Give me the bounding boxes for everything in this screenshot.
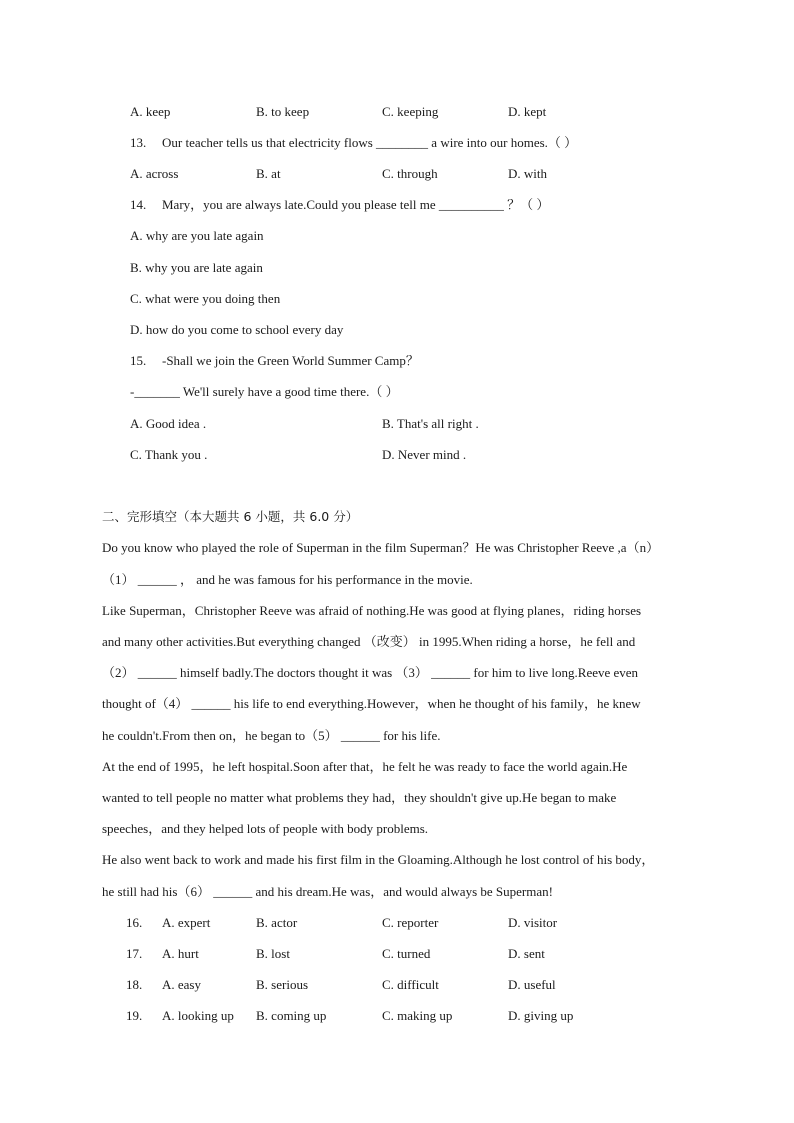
q14-option-d: D. how do you come to school every day [130,322,344,337]
q19-number: 19. [126,1008,143,1023]
passage-line: he couldn't.From then on，he began to（5） ______ for his life. [102,728,441,743]
q15-option-b: B. That's all right . [382,416,479,431]
q15-reply: -_______ We'll surely have a good time there.（ ） [130,384,399,399]
q16-number: 16. [126,915,143,930]
q15-option-a: A. Good idea . [130,416,207,431]
q15-option-d: D. Never mind . [382,447,467,462]
q14-option-b: B. why you are late again [130,260,263,275]
passage-line: and many other activities.But everything changed （改变） in 1995.When riding a horse，he fell and [102,634,636,649]
q17-option-a: A. hurt [162,946,199,961]
q13-option-b: B. at [256,166,281,181]
passage-line: （2） ______ himself badly.The doctors thought it was （3） ______ for him to live long.Reeve even [102,665,639,680]
q18-option-c: C. difficult [382,977,439,992]
q13-stem: Our teacher tells us that electricity flows ________ a wire into our homes.（ ） [162,135,578,150]
passage-line: wanted to tell people no matter what problems they had，they shouldn't give up.He began to make [102,790,617,805]
q13-option-c: C. through [382,166,438,181]
q14-option-a: A. why are you late again [130,228,264,243]
q12-option-c: C. keeping [382,104,439,119]
q15-stem: -Shall we join the Green World Summer Camp？ [162,353,419,368]
q19-option-a: A. looking up [162,1008,234,1023]
q19-option-b: B. coming up [256,1008,327,1023]
q17-option-c: C. turned [382,946,431,961]
q14-stem: Mary，you are always late.Could you please tell me __________ ？（ ） [162,197,550,212]
q17-option-b: B. lost [256,946,290,961]
q12-option-a: A. keep [130,104,171,119]
q13-option-a: A. across [130,166,179,181]
q18-option-d: D. useful [508,977,556,992]
passage-line: （1） ______ ， and he was famous for his performance in the movie. [102,572,473,587]
q15-number: 15. [130,353,147,368]
q12-option-b: B. to keep [256,104,310,119]
passage-line: thought of（4） ______ his life to end everything.However，when he thought of his family，he knew [102,696,641,711]
q14-number: 14. [130,197,147,212]
q18-number: 18. [126,977,143,992]
q18-option-a: A. easy [162,977,201,992]
passage-line: Do you know who played the role of Superman in the film Superman？He was Christopher Reeve ,a（n） [102,540,660,555]
q19-option-d: D. giving up [508,1008,574,1023]
q13-option-d: D. with [508,166,547,181]
q18-option-b: B. serious [256,977,308,992]
q17-option-d: D. sent [508,946,545,961]
q16-option-b: B. actor [256,915,298,930]
q19-option-c: C. making up [382,1008,453,1023]
q14-option-c: C. what were you doing then [130,291,281,306]
q16-option-a: A. expert [162,915,211,930]
passage-line: he still had his（6） ______ and his dream.He was，and would always be Superman! [102,884,553,899]
q12-option-d: D. kept [508,104,547,119]
passage-line: Like Superman，Christopher Reeve was afraid of nothing.He was good at flying planes，riding horses [102,603,642,618]
q17-number: 17. [126,946,143,961]
section-heading: 二、完形填空（本大题共 6 小题，共 6.0 分） [102,509,359,524]
passage-line: He also went back to work and made his first film in the Gloaming.Although he lost control of his body， [102,852,655,867]
q13-number: 13. [130,135,147,150]
passage-line: speeches，and they helped lots of people with body problems. [102,821,429,836]
q16-option-d: D. visitor [508,915,558,930]
q16-option-c: C. reporter [382,915,439,930]
passage-line: At the end of 1995，he left hospital.Soon after that，he felt he was ready to face the world again.He [102,759,628,774]
q15-option-c: C. Thank you . [130,447,208,462]
